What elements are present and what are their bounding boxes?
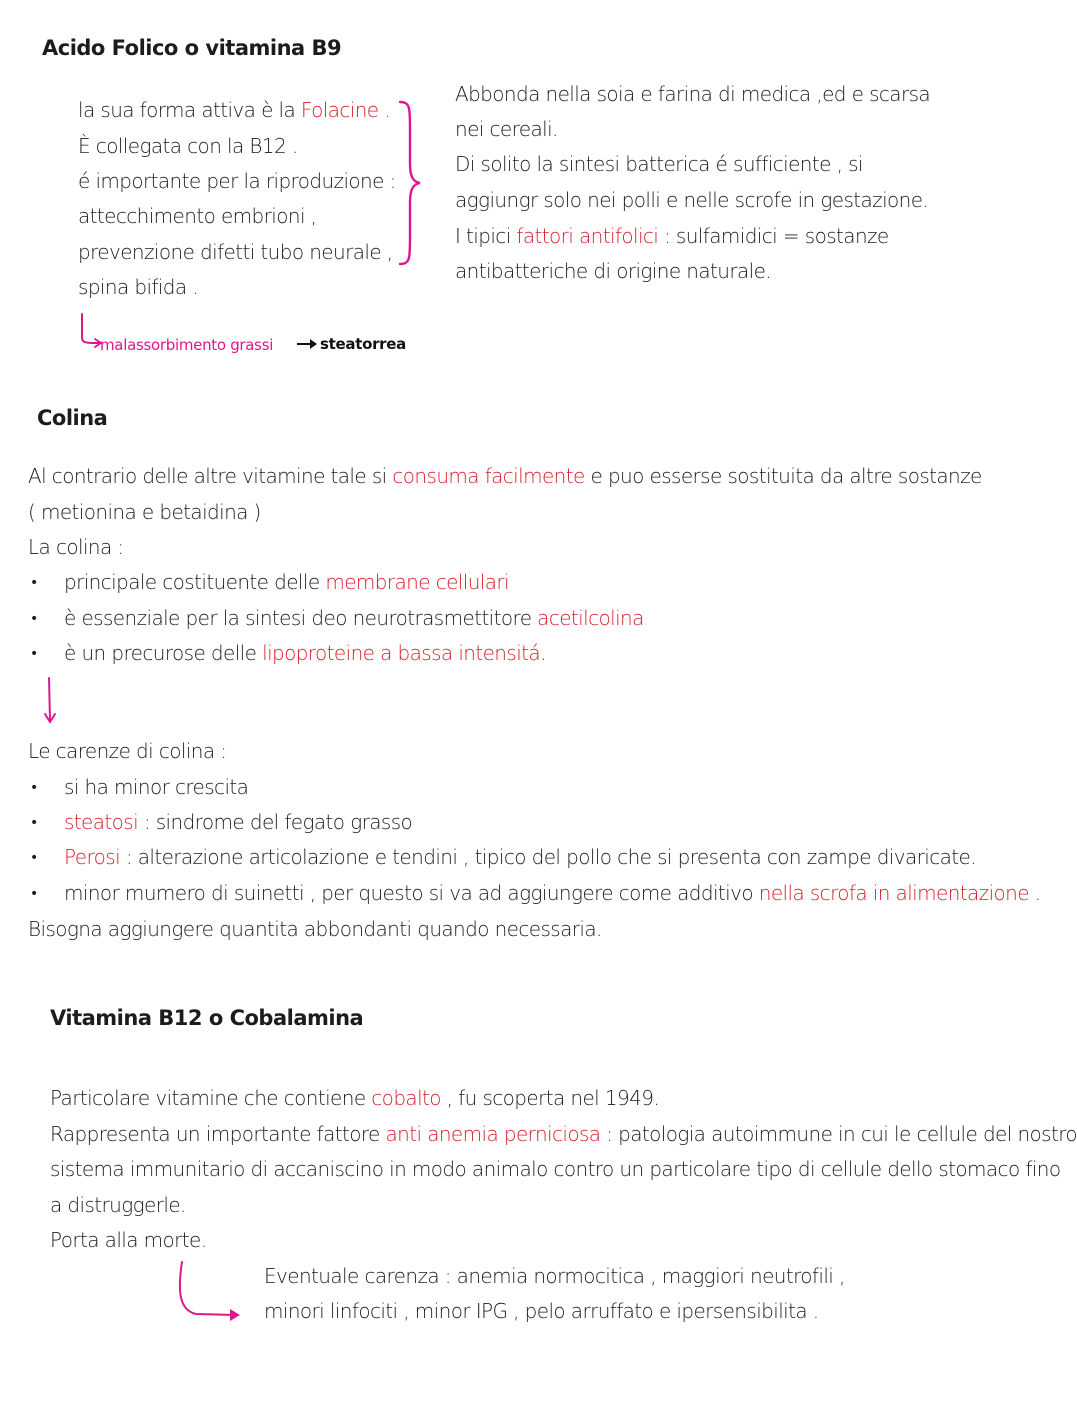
bullet-icon: • (30, 886, 39, 902)
text-line: prevenzione difetti tubo neurale , (78, 240, 393, 264)
note-malassorbimento: malassorbimento grassi (100, 336, 274, 354)
section-title-folico: Acido Folico o vitamina B9 (42, 36, 342, 60)
text-line: ( metionina e betaidina ) (28, 500, 261, 524)
bullet-icon: • (30, 815, 39, 831)
arrow-down-icon (42, 676, 58, 726)
text-line: La colina : (28, 535, 124, 559)
text-line: é importante per la riproduzione : (78, 169, 396, 193)
text-line: aggiungr solo nei polli e nelle scrofe in gestazione. (455, 188, 929, 212)
section-title-b12: Vitamina B12 o Cobalamina (50, 1006, 364, 1030)
text-line: Bisogna aggiungere quantita abbondanti quando necessaria. (28, 917, 602, 941)
text-line: antibatteriche di origine naturale. (455, 259, 772, 283)
text-line: nei cereali. (455, 117, 558, 141)
bullet-icon: • (30, 611, 39, 627)
text-line: Rappresenta un importante fattore anti anemia perniciosa : patologia autoimmune in cui le cellule del nostro (50, 1122, 1077, 1146)
arrow-right-icon (296, 338, 318, 350)
text-line: Di solito la sintesi batterica é sufficiente , si (455, 152, 863, 176)
carenze-title: Le carenze di colina : (28, 739, 227, 763)
bullet-icon: • (30, 780, 39, 796)
text-line: attecchimento embrioni , (78, 204, 317, 228)
carenza-line: minori linfociti , minor IPG , pelo arruffato e ipersensibilita . (264, 1299, 819, 1323)
text-line: Abbonda nella soia e farina di medica ,ed e scarsa (455, 82, 931, 106)
text-line: I tipici fattori antifolici : sulfamidici = sostanze (455, 224, 889, 248)
list-item: si ha minor crescita (64, 775, 249, 799)
text-line: Porta alla morte. (50, 1228, 207, 1252)
text-line: È collegata con la B12 . (78, 134, 298, 158)
text-line: sistema immunitario di accaniscino in modo animalo contro un particolare tipo di cellule dello stomaco fino (50, 1157, 1061, 1181)
text-line: spina bifida . (78, 275, 199, 299)
list-item: principale costituente delle membrane cellulari (64, 570, 509, 594)
note-steatorrea: steatorrea (320, 335, 406, 353)
list-item: minor mumero di suinetti , per questo si va ad aggiungere come additivo nella scrofa in alimentazione . (64, 881, 1041, 905)
list-item: steatosi : sindrome del fegato grasso (64, 810, 413, 834)
list-item: Perosi : alterazione articolazione e tendini , tipico del pollo che si presenta con zampe divaricate. (64, 845, 977, 869)
bullet-icon: • (30, 850, 39, 866)
text-line: la sua forma attiva è la Folacine . (78, 98, 390, 122)
curved-arrow-icon (174, 1258, 246, 1324)
bullet-icon: • (30, 646, 39, 662)
bullet-icon: • (30, 575, 39, 591)
section-title-colina: Colina (37, 406, 108, 430)
carenza-line: Eventuale carenza : anemia normocitica , maggiori neutrofili , (264, 1264, 845, 1288)
list-item: è un precurose delle lipoproteine a bassa intensitá. (64, 641, 546, 665)
text-line: Particolare vitamine che contiene cobalto , fu scoperta nel 1949. (50, 1086, 660, 1110)
text-line: a distruggerle. (50, 1193, 186, 1217)
list-item: è essenziale per la sintesi deo neurotrasmettitore acetilcolina (64, 606, 644, 630)
curly-brace-icon (396, 98, 426, 268)
text-line: Al contrario delle altre vitamine tale si consuma facilmente e puo esserse sostituita da altre sostanze (28, 464, 982, 488)
